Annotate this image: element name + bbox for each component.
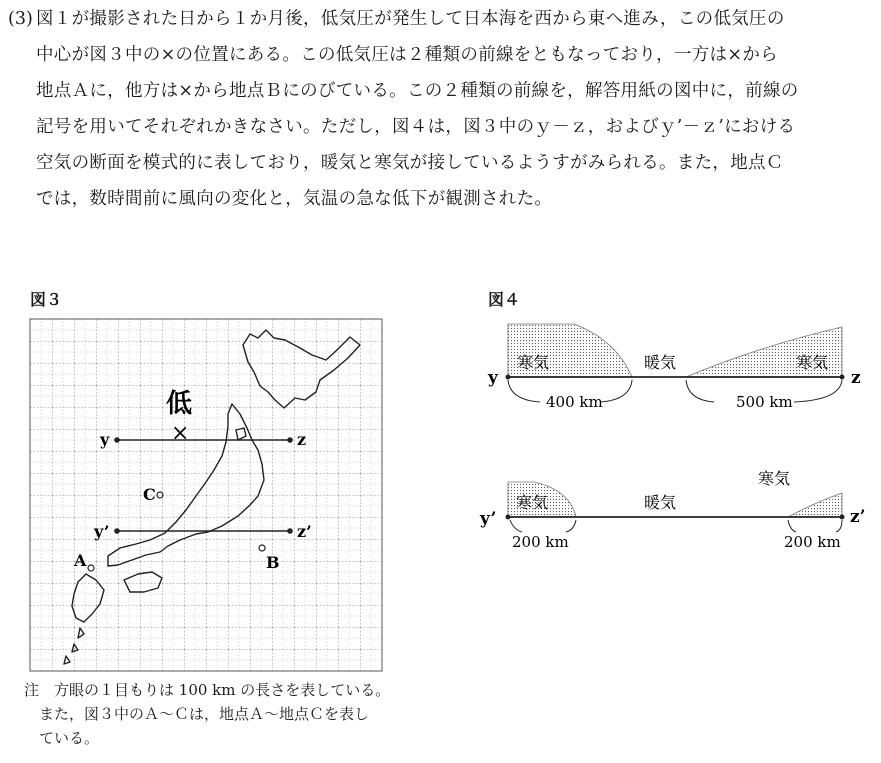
point-y-label: y xyxy=(100,430,110,449)
top-dist-left-label: 400 km xyxy=(546,393,603,411)
section-y-prime-z-prime xyxy=(479,469,866,551)
figure4-label: 図４ xyxy=(488,290,521,309)
point-z-label: z xyxy=(297,430,307,449)
bottom-left-end-label: y’ xyxy=(480,509,497,529)
bottom-cold-left-label: 寒気 xyxy=(516,493,549,512)
brace-right-bottom xyxy=(788,520,842,532)
point-y-prime-label: y’ xyxy=(94,522,110,541)
endpoint-y-prime-dot xyxy=(506,515,511,520)
question-line-6: では，数時間前に風向の変化と，気温の急な低下が観測された。 xyxy=(36,189,553,209)
question-line-3: 地点Ａに，他方は×から地点Ｂにのびている。この２種類の前線を，解答用紙の図中に，前線の xyxy=(36,81,799,101)
top-dist-right-label: 500 km xyxy=(736,393,793,411)
low-pressure-marker: × xyxy=(171,421,190,446)
endpoint-y-dot xyxy=(506,375,511,380)
top-cold-right-label: 寒気 xyxy=(796,353,829,372)
top-left-end-label: y xyxy=(488,368,498,388)
top-cold-left-label: 寒気 xyxy=(517,353,550,372)
figure3-label: 図３ xyxy=(30,290,63,309)
bottom-right-end-label: z’ xyxy=(850,507,866,527)
question-line-1: 図１が撮影された日から１か月後，低気圧が発生して日本海を西から東へ進み，この低気圧の xyxy=(36,9,785,29)
point-a-label: A xyxy=(74,551,87,570)
figure-note xyxy=(24,678,390,750)
endpoint-z-dot xyxy=(840,375,845,380)
top-right-end-label: z xyxy=(851,368,861,388)
point-c-label: C xyxy=(143,485,156,504)
question-line-2: 中心が図３中の×の位置にある。この低気圧は２種類の前線をともなっており，一方は×から xyxy=(36,45,778,65)
point-b-label: B xyxy=(266,553,280,572)
bottom-cold-right-label: 寒気 xyxy=(758,469,791,488)
top-warm-label: 暖気 xyxy=(644,353,677,372)
endpoint-z-prime-dot xyxy=(840,515,845,520)
question-number: (3) xyxy=(8,9,33,29)
section-y-z xyxy=(487,324,861,411)
question-line-5: 空気の断面を模式的に表しており，暖気と寒気が接しているようすがみられる。また，地点Ｃ xyxy=(36,153,784,173)
low-pressure-label: 低 xyxy=(166,389,193,419)
note-line-1: 注 方眼の１目もりは 100 km の長さを表している。 xyxy=(24,681,391,699)
bottom-dist-right-label: 200 km xyxy=(784,533,841,551)
point-z-prime-label: z’ xyxy=(297,522,312,541)
brace-left-bottom xyxy=(510,520,576,532)
bottom-dist-left-label: 200 km xyxy=(512,533,569,551)
note-line-3: ている。 xyxy=(24,729,100,747)
bottom-warm-label: 暖気 xyxy=(644,493,677,512)
question-line-4: 記号を用いてそれぞれかきなさい。ただし，図４は，図３中のｙ－ｚ，およびｙ’－ｚ’における xyxy=(36,117,796,137)
cold-air-right-bottom xyxy=(788,493,842,517)
note-line-2: また，図３中のＡ～Ｃは，地点Ａ～地点Ｃを表し xyxy=(24,705,370,723)
